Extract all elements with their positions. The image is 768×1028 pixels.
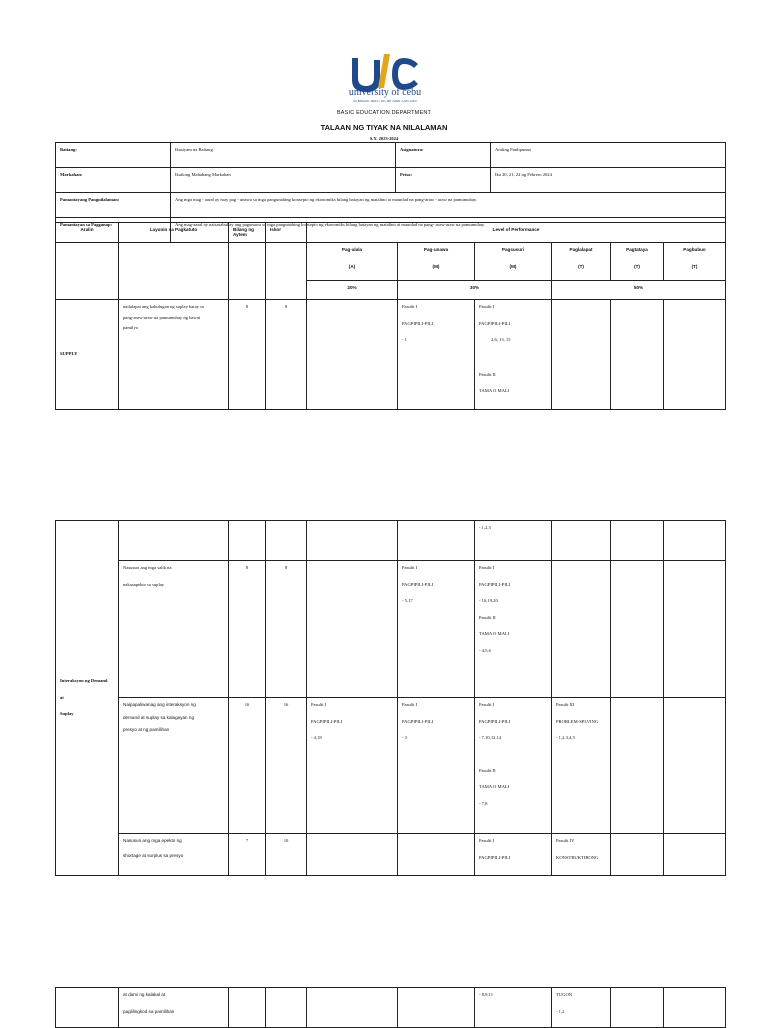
logo-campuses: UC BANILAD • METC • LM • PRI • MAIN • LAPU-LAPU bbox=[353, 100, 417, 103]
pct-t: 50% bbox=[552, 281, 726, 300]
pct-a: 20% bbox=[307, 281, 398, 300]
pamantayan-sa-pagganap-label: Pamantayan sa Pagganap: bbox=[56, 218, 171, 243]
university-logo bbox=[344, 52, 426, 110]
pag-unawa-cell: Pasulit I PAGPIPILI-PILI - 3 bbox=[398, 698, 475, 834]
col-pag-unawa: Pag-unawa (M) bbox=[398, 243, 475, 281]
pag-alala-cell bbox=[307, 300, 398, 410]
pagtataya-cell bbox=[611, 834, 664, 876]
col-pagsusuri: Pagsusuri (M) bbox=[475, 243, 552, 281]
paglalapat-cell: TUGON - 1,2 bbox=[552, 988, 611, 1028]
spec-table-part3 bbox=[55, 987, 726, 1028]
bilang-cell: 16 bbox=[229, 698, 266, 834]
pag-unawa-cell bbox=[398, 521, 475, 561]
pag-alala-cell bbox=[307, 988, 398, 1028]
col-bilang: Bilang ng Aytem bbox=[229, 223, 266, 300]
iskor-cell: 8 bbox=[266, 300, 307, 410]
paglalapat-cell bbox=[552, 521, 611, 561]
table-row bbox=[56, 698, 726, 834]
asignatura-value: Araling Panlipunan bbox=[491, 143, 726, 168]
bilang-cell: 8 bbox=[229, 561, 266, 698]
pag-unawa-cell bbox=[398, 988, 475, 1028]
pagtataya-cell bbox=[611, 561, 664, 698]
school-year: S.Y. 2023-2024 bbox=[369, 136, 399, 141]
iskor-cell bbox=[266, 988, 307, 1028]
pagbubuo-cell bbox=[664, 698, 726, 834]
spec-table-part1 bbox=[55, 222, 726, 410]
pagtataya-cell bbox=[611, 521, 664, 561]
layunin-cell: Nasusuri ang mga epekto ng shortage at surplus sa presyo bbox=[119, 834, 229, 876]
pag-alala-cell bbox=[307, 834, 398, 876]
spec-table-part2 bbox=[55, 520, 726, 876]
layunin-cell: Nasusuri ang mga salik na nakaaapekto sa suplay bbox=[119, 561, 229, 698]
pagbubuo-cell bbox=[664, 561, 726, 698]
pct-m: 30% bbox=[398, 281, 552, 300]
col-pagbubuo: Pagbubuo (T) bbox=[664, 243, 726, 281]
iskor-cell: 10 bbox=[266, 834, 307, 876]
bilang-cell: 7 bbox=[229, 834, 266, 876]
paglalapat-cell: Pasulit IV KONSTRUKTIBONG bbox=[552, 834, 611, 876]
markahan-label: Markahan: bbox=[56, 168, 171, 193]
aralin-supply: SUPPLY bbox=[56, 300, 119, 410]
table-row bbox=[56, 988, 726, 1028]
pamantayan-sa-pagganap-value: Ang mag-aaral ay naisasabuhay ang pagunawa sa mga pangunahing konsepto ng ekonomiks bilang batayan ng matalino at maunlad na pang- araw-araw na pamumuhay. bbox=[171, 218, 726, 243]
pagsusuri-cell: - 1,2,3 bbox=[475, 521, 552, 561]
pagbubuo-cell bbox=[664, 988, 726, 1028]
petsa-value: Ika 20, 21, 22 ng Pebrero 2024 bbox=[491, 168, 726, 193]
pagsusuri-cell: Pasulit I PAGPIPILI-PILI bbox=[475, 834, 552, 876]
bilang-cell: 8 bbox=[229, 300, 266, 410]
document-title: TALAAN NG TIYAK NA NILALAMAN bbox=[320, 123, 448, 132]
col-layunin: Layunin sa Pagkatuto bbox=[119, 223, 229, 300]
col-pag-alala: Pag-alala (A) bbox=[307, 243, 398, 281]
pag-alala-cell bbox=[307, 521, 398, 561]
col-pagtataya: Pagtataya (T) bbox=[611, 243, 664, 281]
table-row bbox=[56, 834, 726, 876]
pagsusuri-cell: Pasulit I PAGPIPILI-PILI - 7,10,12,14 Pasulit II TAMA O MALI - 7,8 bbox=[475, 698, 552, 834]
petsa-label: Petsa: bbox=[396, 168, 491, 193]
pag-alala-cell: Pasulit I PAGPIPILI-PILI - 4,18 bbox=[307, 698, 398, 834]
pagtataya-cell bbox=[611, 300, 664, 410]
pamantayang-pangnilalaman-label: Pamantayang Pangnilalaman: bbox=[56, 193, 171, 218]
col-level-of-performance: Level of Performance bbox=[307, 223, 726, 243]
layunin-cell: nailalapat ang kahulugan ng suplay batay sa pang-araw-araw na pamumuhay ng bawat pamilya bbox=[119, 300, 229, 410]
pamantayang-pangnilalaman-value: Ang mga mag - aaral ay may pag - unawa sa mga pangunahing konsepto ng ekonomiks bilang batayan ng matalino at maunlad na pang-araw - araw na pamumuhay. bbox=[171, 193, 726, 218]
table-row bbox=[56, 300, 726, 410]
pagsusuri-cell: - 8,9,11 bbox=[475, 988, 552, 1028]
pagbubuo-cell bbox=[664, 834, 726, 876]
aralin-interaksyon: Interaksyon ng Demand at Suplay bbox=[56, 521, 119, 876]
pagtataya-cell bbox=[611, 698, 664, 834]
col-paglalapat: Paglalapat (T) bbox=[552, 243, 611, 281]
iskor-cell: 8 bbox=[266, 561, 307, 698]
layunin-cell: at dami ng kalakal at paglilingkod sa pamilihan bbox=[119, 988, 229, 1028]
pag-alala-cell bbox=[307, 561, 398, 698]
pagbubuo-cell bbox=[664, 300, 726, 410]
col-aralin: Aralin bbox=[56, 223, 119, 300]
paglalapat-cell: Pasulit III PROBLEM-SPLVING - 1,2,3,4,5 bbox=[552, 698, 611, 834]
pag-unawa-cell bbox=[398, 834, 475, 876]
baitang-value: Ikasiyam na Baitang bbox=[171, 143, 396, 168]
bilang-cell bbox=[229, 521, 266, 561]
table-row bbox=[56, 561, 726, 698]
pag-unawa-cell: Pasulit I PAGPIPILI-PILI - 5,17 bbox=[398, 561, 475, 698]
markahan-value: Ikatlong Mahabang Markahan bbox=[171, 168, 396, 193]
col-iskor: Iskor bbox=[266, 223, 307, 300]
pag-unawa-cell: Pasulit I PAGPIPILI-PILI - 1 bbox=[398, 300, 475, 410]
paglalapat-cell bbox=[552, 300, 611, 410]
iskor-cell bbox=[266, 521, 307, 561]
logo-wordmark: university of cebu bbox=[348, 87, 422, 98]
iskor-cell: 16 bbox=[266, 698, 307, 834]
paglalapat-cell bbox=[552, 561, 611, 698]
pagsusuri-cell: Pasulit I PAGPIPILI-PILI 2,6, 13, 15 Pasulit II TAMA O MALI bbox=[475, 300, 552, 410]
asignatura-label: Asignatura: bbox=[396, 143, 491, 168]
pagbubuo-cell bbox=[664, 521, 726, 561]
aralin-cell bbox=[56, 988, 119, 1028]
bilang-cell bbox=[229, 988, 266, 1028]
pagtataya-cell bbox=[611, 988, 664, 1028]
layunin-cell: Naipapaliwanag ang interaksyon ng demand at suplay sa kalagayan ng presyo at ng pamilihan bbox=[119, 698, 229, 834]
department-name: BASIC EDUCATION DEPARTMENT bbox=[336, 110, 432, 116]
baitang-label: Baitang: bbox=[56, 143, 171, 168]
table-row bbox=[56, 521, 726, 561]
layunin-cell bbox=[119, 521, 229, 561]
pagsusuri-cell: Pasulit I PAGPIPILI-PILI - 16,19,20 Pasulit II TAMA O MALI - 4,5,6 bbox=[475, 561, 552, 698]
